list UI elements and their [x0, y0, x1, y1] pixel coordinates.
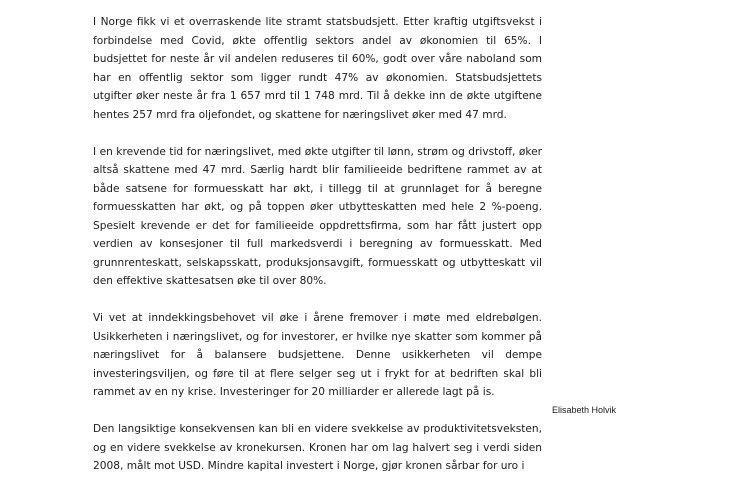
- article-paragraph-2: I en krevende tid for næringslivet, med økte utgifter til lønn, strøm og drivstoff, øker altså skattene med 47 mrd. Særlig hardt blir familieeide bedriftene rammet av at både satsene for formuesskatt har økt, i tillegg til at grunnlaget for å beregne formuesskatten har økt, og på toppen øker utbytteskatten med hele 2 %-poeng. Spesielt krevende er det for familieeide oppdrettsfirma, som har fått justert opp verdien av konsesjoner til full markedsverdi i beregning av formuesskatt. Med grunnrenteskatt, selskapsskatt, produksjonsavgift, formuesskatt og utbytteskatt vil den effektive skattesatsen øke til over 80%.: [93, 145, 542, 287]
- author-name: Elisabeth Holvik: [552, 405, 617, 415]
- article-paragraph-1: I Norge fikk vi et overraskende lite stramt statsbudsjett. Etter kraftig utgiftsvekst i forbindelse med Covid, økte offentlig sektors andel av økonomien til 65%. I budsjettet for neste år vil andelen reduseres til 60%, godt over våre naboland som har en offentlig sektor som ligger rundt 47% av økonomien. Statsbudsjettets utgifter øker neste år fra 1 657 mrd til 1 748 mrd. Til å dekke inn de økte utgiftene hentes 257 mrd fra oljefondet, og skattene for næringslivet øker med 47 mrd.: [93, 16, 542, 121]
- article-paragraph-3: Vi vet at inndekkingsbehovet vil øke i årene fremover i møte med eldrebølgen. Usikkerheten i næringslivet, og for investorer, er hvilke nye skatter som kommer på næringslivet for å balansere budsjettene. Denne usikkerheten vil dempe investeringsviljen, og føre til at flere selger seg ut i frykt for at bedriften skal bli rammet av en ny krise. Investeringer for 20 milliarder er allerede lagt på is.: [93, 312, 542, 398]
- article-paragraph-4: Den langsiktige konsekvensen kan bli en videre svekkelse av produktivitetsveksten, og en videre svekkelse av kronekursen. Kronen har om lag halvert seg i verdi siden 2008, målt mot USD. Mindre kapital investert i Norge, gjør kronen sårbar for uro i: [93, 423, 542, 472]
- article-body: [93, 13, 542, 494]
